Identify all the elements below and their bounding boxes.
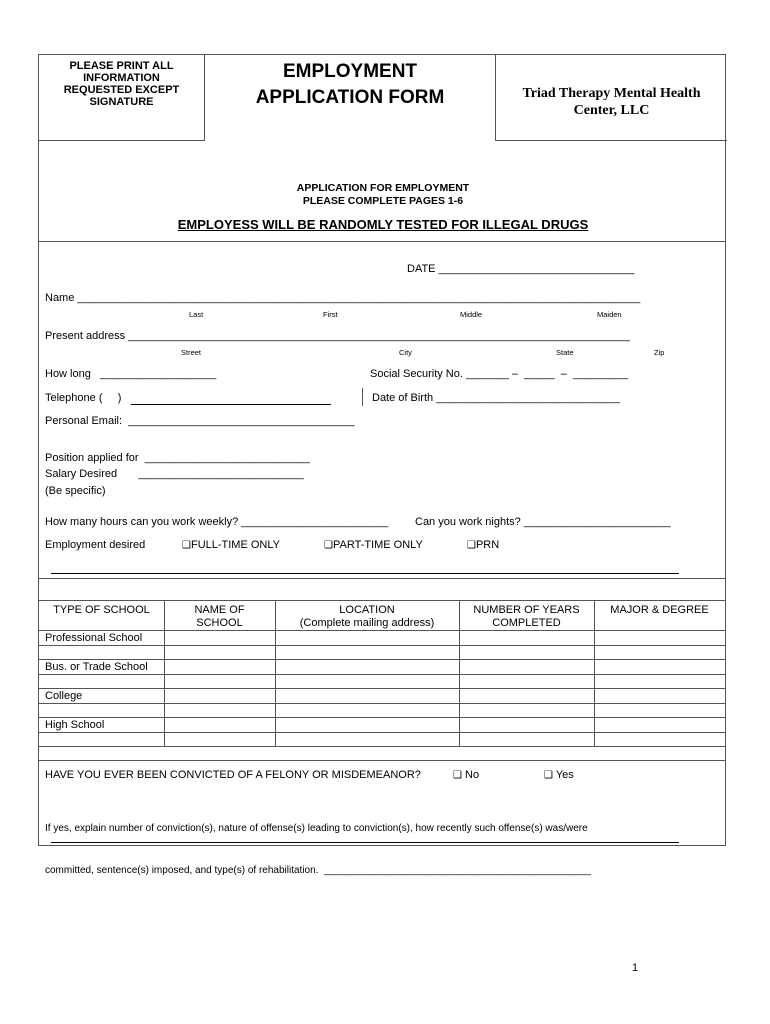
checkbox-icon[interactable]: ❑ [544,770,553,781]
conviction-question: HAVE YOU EVER BEEN CONVICTED OF A FELONY OR MISDEMEANOR? [45,769,421,781]
option-label: No [465,769,480,781]
intro-line-1: APPLICATION FOR EMPLOYMENT [296,182,470,194]
employment-desired-label: Employment desired [45,539,146,551]
intro-block [39,182,727,208]
telephone-line[interactable] [131,404,331,405]
row-line [39,659,725,660]
blank-line[interactable] [51,573,679,574]
prn-option[interactable] [467,539,499,551]
checkbox-icon[interactable]: ❑ [324,540,333,551]
divider [39,578,725,579]
address-field[interactable]: Present address __________________________________________________________________________________ [45,330,630,342]
date-field[interactable]: DATE ________________________________ [407,263,635,275]
name-sub-last: Last [189,310,204,319]
checkbox-icon[interactable]: ❑ [467,540,476,551]
col-line [164,600,165,746]
row-line [39,688,725,689]
address-sub-state: State [556,348,574,357]
option-label: FULL-TIME ONLY [190,539,280,551]
option-label: PART-TIME ONLY [332,539,423,551]
col-header-name: NAME OF SCHOOL [194,604,245,629]
salary-field[interactable]: Salary Desired ___________________________ [45,468,304,480]
row-line [39,732,725,733]
col-header-years: NUMBER OF YEARS COMPLETED [473,604,580,629]
row-line [39,746,725,747]
salary-note: (Be specific) [45,485,106,497]
print-instructions [39,55,205,141]
col-header-location: LOCATION (Complete mailing address) [299,604,435,629]
conviction-explain[interactable] [45,794,591,906]
title-line-1: EMPLOYMENT [282,61,418,82]
instruction-line: SIGNATURE [89,96,154,108]
col-header-type: TYPE OF SCHOOL [53,604,150,616]
explain-line-1: If yes, explain number of conviction(s), nature of offense(s) leading to conviction(s), how recently such offense(s) was/were [45,823,588,834]
how-long-field[interactable]: How long ___________________ [45,368,217,380]
row-line [39,630,725,631]
table-row-trade: Bus. or Trade School [45,661,148,673]
part-time-option[interactable] [324,539,423,551]
divider [39,241,725,242]
col-header-major: MAJOR & DEGREE [610,604,709,616]
telephone-label: Telephone ( ) [45,392,122,404]
drug-notice: EMPLOYESS WILL BE RANDOMLY TESTED FOR ILLEGAL DRUGS [177,217,589,232]
option-label: Yes [555,769,574,781]
hours-field[interactable]: How many hours can you work weekly? ________________________ [45,516,389,528]
ssn-field[interactable]: Social Security No. _______ – _____ – _________ [370,368,629,380]
row-line [39,717,725,718]
page-number: 1 [632,962,639,974]
row-line [39,674,725,675]
address-sub-street: Street [181,348,202,357]
position-field[interactable]: Position applied for ___________________________ [45,452,310,464]
row-line [39,645,725,646]
dob-field[interactable]: Date of Birth ______________________________ [372,392,620,404]
application-form [38,54,726,876]
table-row-college: College [45,690,83,702]
full-time-option[interactable] [182,539,280,551]
name-sub-first: First [323,310,338,319]
row-line [39,703,725,704]
blank-line[interactable] [51,842,679,843]
instruction-line: REQUESTED EXCEPT [63,84,180,96]
address-sub-city: City [399,348,412,357]
instruction-line: INFORMATION [83,72,160,84]
name-sub-maiden: Maiden [597,310,622,319]
row-line [39,760,725,761]
col-line [275,600,276,746]
company-name [495,55,727,141]
table-top-line [39,600,725,601]
company-line-2: Center, LLC [573,103,650,118]
table-row-high-school: High School [45,719,105,731]
instruction-line: PLEASE PRINT ALL [69,60,174,72]
name-field[interactable]: Name ____________________________________________________________________________________________ [45,292,641,304]
email-field[interactable]: Personal Email: _____________________________________ [45,415,355,427]
separator [362,388,363,406]
checkbox-icon[interactable]: ❑ [453,770,462,781]
name-sub-middle: Middle [460,310,483,319]
explain-line-2[interactable]: committed, sentence(s) imposed, and type(s) of rehabilitation. ________________________________________________ [45,865,591,876]
nights-field[interactable]: Can you work nights? ________________________ [415,516,671,528]
company-line-1: Triad Therapy Mental Health [522,86,701,101]
address-sub-zip: Zip [654,348,665,357]
intro-line-2: PLEASE COMPLETE PAGES 1-6 [302,195,464,207]
conviction-yes-option[interactable] [544,769,574,781]
col-line [459,600,460,746]
conviction-no-option[interactable] [453,769,479,781]
form-title [205,55,495,141]
checkbox-icon[interactable]: ❑ [182,540,191,551]
option-label: PRN [475,539,500,551]
table-row-professional: Professional School [45,632,143,644]
title-line-2: APPLICATION FORM [255,87,445,108]
col-line [594,600,595,746]
